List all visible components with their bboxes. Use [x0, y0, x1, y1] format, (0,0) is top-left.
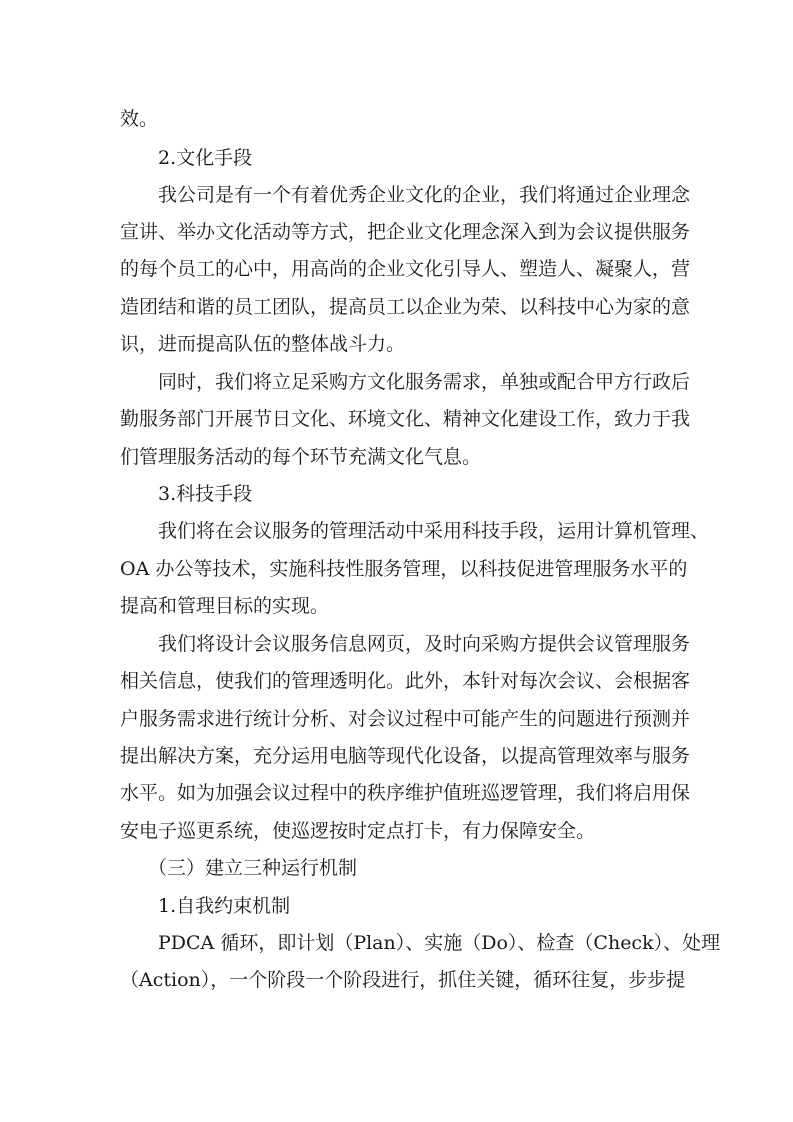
paragraph-line: 我们将在会议服务的管理活动中采用科技手段，运用计算机管理、	[158, 520, 710, 542]
paragraph-line: 同时，我们将立足采购方文化服务需求，单独或配合甲方行政后	[158, 371, 691, 393]
paragraph-line: 户服务需求进行统计分析、对会议过程中可能产生的问题进行预测并	[120, 708, 691, 730]
paragraph-line: 效。	[120, 108, 159, 130]
paragraph-line: 宣讲、举办文化活动等方式，把企业文化理念深入到为会议提供服务	[120, 221, 691, 243]
section-heading-mechanisms: （三）建立三种运行机制	[148, 857, 358, 879]
paragraph-line: 造团结和谐的员工团队，提高员工以企业为荣、以科技中心为家的意	[120, 296, 691, 318]
paragraph-line: 提高和管理目标的实现。	[120, 595, 330, 617]
paragraph-line: 们管理服务活动的每个环节充满文化气息。	[120, 446, 482, 468]
paragraph-line: 水平。如为加强会议过程中的秩序维护值班巡逻管理，我们将启用保	[120, 782, 691, 804]
paragraph-line: （Action），一个阶段一个阶段进行，抓住关键，循环往复，步步提	[120, 969, 686, 991]
paragraph-line: 提出解决方案，充分运用电脑等现代化设备，以提高管理效率与服务	[120, 745, 691, 767]
paragraph-line: OA 办公等技术，实施科技性服务管理，以科技促进管理服务水平的	[120, 558, 688, 580]
paragraph-line: 的每个员工的心中，用高尚的企业文化引导人、塑造人、凝聚人，营	[120, 258, 691, 280]
paragraph-line: 安电子巡更系统，使巡逻按时定点打卡，有力保障安全。	[120, 820, 596, 842]
paragraph-line: 识，进而提高队伍的整体战斗力。	[120, 333, 406, 355]
paragraph-line: PDCA 循环，即计划（Plan）、实施（Do）、检查（Check）、处理	[158, 932, 721, 954]
section-heading-technology: 3.科技手段	[158, 483, 253, 505]
section-heading-culture: 2.文化手段	[158, 147, 253, 169]
paragraph-line: 我公司是有一个有着优秀企业文化的企业，我们将通过企业理念	[158, 184, 691, 206]
section-heading-self-discipline: 1.自我约束机制	[158, 895, 291, 917]
paragraph-line: 我们将设计会议服务信息网页，及时向采购方提供会议管理服务	[158, 633, 691, 655]
paragraph-line: 相关信息，使我们的管理透明化。此外，本针对每次会议、会根据客	[120, 670, 691, 692]
paragraph-line: 勤服务部门开展节日文化、环境文化、精神文化建设工作，致力于我	[120, 408, 691, 430]
